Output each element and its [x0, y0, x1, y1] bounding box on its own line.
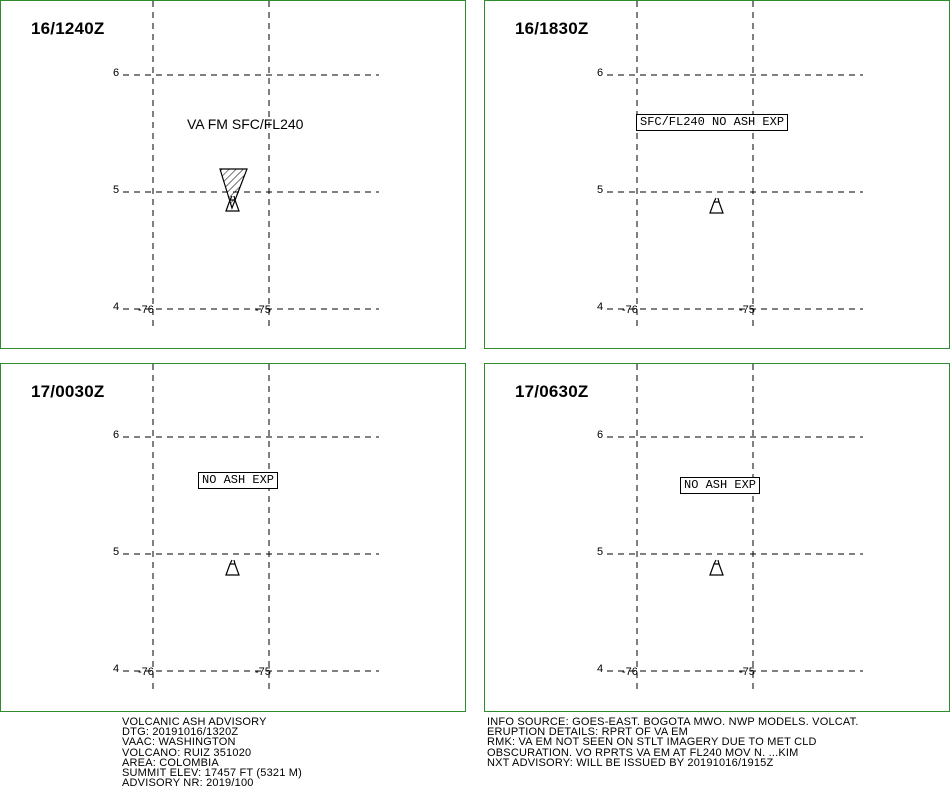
lat-label-6: 6 — [597, 429, 604, 441]
lon-label-75: -75 — [255, 304, 271, 316]
no-ash-expected-box: NO ASH EXP — [680, 477, 760, 494]
lat-label-4: 4 — [597, 663, 604, 675]
advisory-number: ADVISORY NR: 2019/100 — [122, 777, 254, 790]
advisory-vaac: VAAC: WASHINGTON — [122, 736, 236, 749]
volcano-icon — [710, 198, 723, 213]
advisory-remarks-1: RMK: VA EM NOT SEEN ON STLT IMAGERY DUE TO MET CLD — [487, 736, 817, 749]
advisory-details-block — [487, 717, 859, 768]
lon-label-76: -76 — [138, 666, 154, 678]
forecast-panel-4 — [484, 363, 950, 712]
lat-label-5: 5 — [597, 546, 604, 558]
ash-cloud-polygon — [220, 169, 247, 208]
volcano-icon — [710, 560, 723, 575]
valid-time-label: 16/1830Z — [515, 19, 589, 38]
valid-time-label: 16/1240Z — [31, 19, 105, 38]
lat-label-4: 4 — [113, 663, 120, 675]
map-grid — [485, 1, 950, 349]
advisory-remarks-2: OBSCURATION. VO RPRTS VA EM AT FL240 MOV N. ...KIM — [487, 746, 799, 759]
advisory-title: VOLCANIC ASH ADVISORY — [122, 716, 267, 728]
advisory-area: AREA: COLOMBIA — [122, 756, 219, 769]
lon-label-76: -76 — [622, 304, 638, 316]
volcano-icon — [226, 560, 239, 575]
advisory-summit-elev: SUMMIT ELEV: 17457 FT (5321 M) — [122, 767, 303, 780]
advisory-info-source: INFO SOURCE: GOES-EAST. BOGOTA MWO. NWP MODELS. VOLCAT. — [487, 716, 859, 728]
forecast-panel-2 — [484, 0, 950, 349]
valid-time-label: 17/0030Z — [31, 382, 105, 401]
lon-label-75: -75 — [739, 304, 755, 316]
lon-label-75: -75 — [255, 666, 271, 678]
forecast-panel-3 — [0, 363, 466, 712]
advisory-dtg: DTG: 20191016/1320Z — [122, 726, 239, 739]
lat-label-6: 6 — [113, 67, 120, 79]
ash-height-label: VA FM SFC/FL240 — [187, 116, 304, 132]
forecast-panel-1 — [0, 0, 466, 349]
lon-label-76: -76 — [138, 304, 154, 316]
lat-label-5: 5 — [113, 546, 120, 558]
advisory-volcano: VOLCANO: RUIZ 351020 — [122, 746, 252, 759]
advisory-next: NXT ADVISORY: WILL BE ISSUED BY 20191016/1915Z — [487, 756, 774, 769]
lon-label-75: -75 — [739, 666, 755, 678]
lat-label-4: 4 — [113, 301, 120, 313]
lat-label-6: 6 — [113, 429, 120, 441]
advisory-header-block — [122, 717, 302, 788]
lat-label-6: 6 — [597, 67, 604, 79]
map-grid — [1, 1, 466, 349]
no-ash-expected-box: NO ASH EXP — [198, 472, 278, 489]
map-grid — [485, 364, 950, 712]
map-grid — [1, 364, 466, 712]
valid-time-label: 17/0630Z — [515, 382, 589, 401]
lat-label-4: 4 — [597, 301, 604, 313]
no-ash-expected-box: SFC/FL240 NO ASH EXP — [636, 114, 788, 131]
lat-label-5: 5 — [597, 184, 604, 196]
advisory-eruption-details: ERUPTION DETAILS: RPRT OF VA EM — [487, 726, 688, 739]
lon-label-76: -76 — [622, 666, 638, 678]
lat-label-5: 5 — [113, 184, 120, 196]
